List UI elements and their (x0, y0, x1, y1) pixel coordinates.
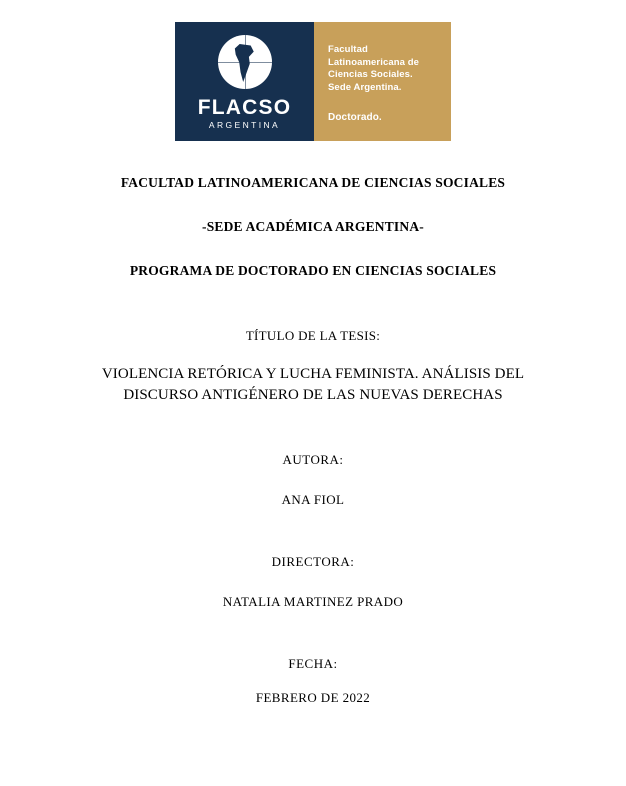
logo-right-line-3: Ciencias Sociales. (328, 69, 413, 80)
director-block (0, 554, 626, 610)
flacso-logo (175, 22, 451, 141)
institution-line-3: PROGRAMA DE DOCTORADO EN CIENCIAS SOCIALES (129, 263, 497, 279)
date-label: FECHA: (288, 655, 338, 671)
institution-line-2: -SEDE ACADÉMICA ARGENTINA- (202, 219, 424, 235)
date-block (0, 656, 626, 706)
author-value: ANA FIOL (281, 491, 345, 507)
director-label: DIRECTORA: (271, 553, 355, 569)
logo-right-line-1: Facultad (328, 44, 368, 55)
logo-wordmark-sub: ARGENTINA (208, 120, 281, 130)
document-page (0, 22, 626, 786)
institution-line-1: FACULTAD LATINOAMERICANA DE CIENCIAS SOCIALES (120, 175, 506, 190)
logo-emblem-panel (175, 22, 314, 141)
institution-heading (0, 175, 626, 280)
thesis-title: VIOLENCIA RETÓRICA Y LUCHA FEMINISTA. ANÁLISIS DEL DISCURSO ANTIGÉNERO DE LAS NUEVAS DERECHAS (101, 365, 525, 403)
author-label: AUTORA: (282, 451, 344, 467)
author-block (0, 452, 626, 508)
globe-icon (218, 35, 272, 89)
thesis-title-block (0, 328, 626, 406)
logo-text-panel (314, 22, 451, 141)
logo-wordmark: FLACSO (197, 96, 292, 119)
director-value: NATALIA MARTINEZ PRADO (222, 593, 404, 609)
thesis-title-label: TÍTULO DE LA TESIS: (245, 327, 381, 343)
logo-right-line-2: Latinoamericana de (328, 56, 420, 68)
logo-right-line-4: Sede Argentina. (328, 81, 402, 93)
date-value: FEBRERO DE 2022 (255, 689, 371, 705)
logo-program-tag: Doctorado. (328, 112, 382, 123)
